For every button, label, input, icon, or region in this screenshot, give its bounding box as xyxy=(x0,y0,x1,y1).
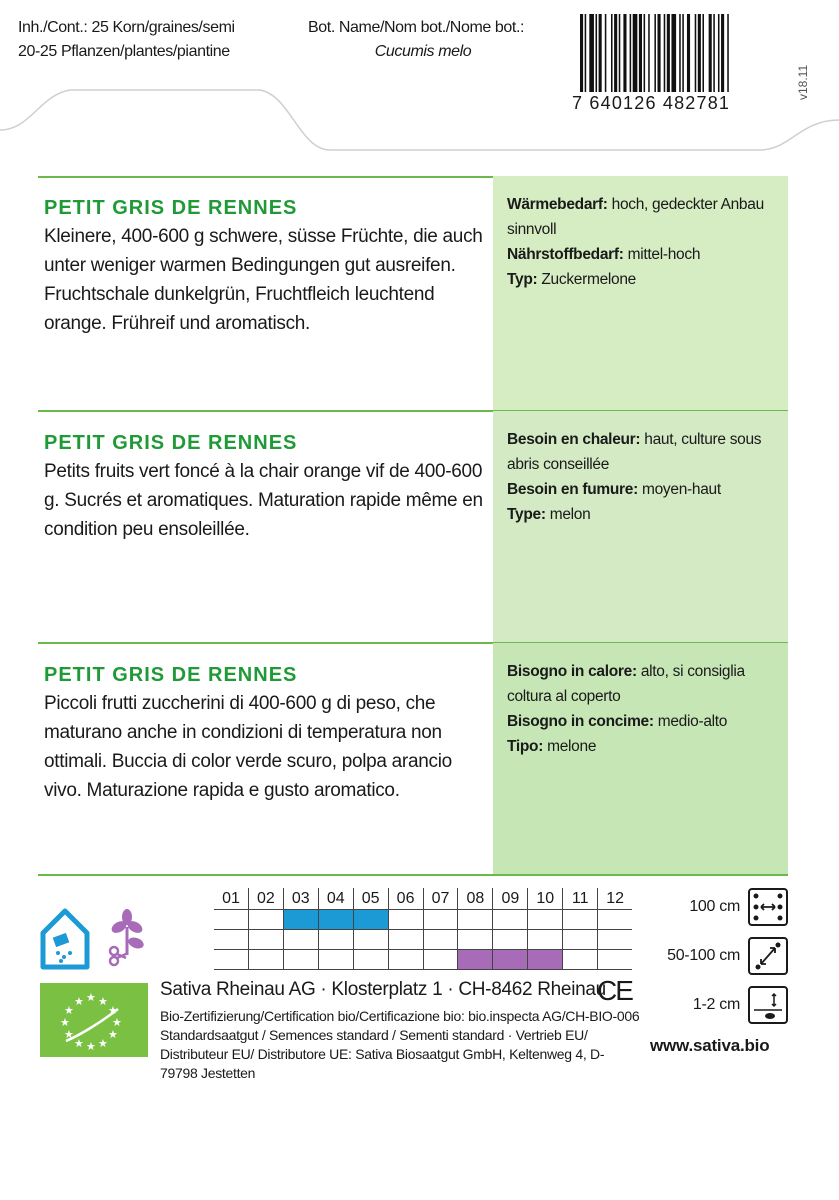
calendar-cell xyxy=(562,950,597,969)
variety-title: PETIT GRIS DE RENNES xyxy=(44,664,298,686)
calendar-cell xyxy=(353,950,388,969)
calendar-month: 03 xyxy=(283,888,318,909)
barcode-bar xyxy=(679,14,681,92)
calendar-cell xyxy=(423,950,458,969)
variety-description: Petits fruits vert foncé à la chair orange vif de 400-600 g. Sucrés et aromatiques. Maturation rapide même en condition peu ensoleillée. xyxy=(44,461,483,540)
calendar-month: 06 xyxy=(388,888,423,909)
calendar-cell xyxy=(248,930,283,949)
cultivation-icons xyxy=(40,905,152,971)
fact-row xyxy=(507,709,788,734)
barcode-bar xyxy=(639,14,642,92)
fact-value: medio-alto xyxy=(653,713,728,730)
facts-panel xyxy=(493,176,788,411)
transplant-icon xyxy=(102,905,152,971)
calendar-cell xyxy=(214,910,248,929)
website-link[interactable]: www.sativa.bio xyxy=(650,1036,770,1055)
calendar-cell xyxy=(353,930,388,949)
row-distance xyxy=(640,888,788,926)
barcode-bar xyxy=(611,14,613,92)
fact-label: Tipo: xyxy=(507,738,544,755)
sowing-depth xyxy=(640,986,788,1024)
variety-title: PETIT GRIS DE RENNES xyxy=(44,432,298,454)
calendar-row-planting xyxy=(214,930,632,950)
svg-text:★: ★ xyxy=(60,1016,70,1029)
calendar-cell xyxy=(423,930,458,949)
row-distance-label: 100 cm xyxy=(689,898,740,915)
fact-label: Bisogno in calore: xyxy=(507,663,637,680)
barcode-bar xyxy=(580,14,583,92)
barcode-bar xyxy=(619,14,621,92)
barcode-bar xyxy=(671,14,676,92)
barcode-bar xyxy=(682,14,684,92)
barcode-bar xyxy=(589,14,594,92)
calendar-cell xyxy=(388,930,423,949)
variety-description: Piccoli frutti zuccherini di 400-600 g di peso, che maturano anche in condizioni di temperatura non ottimali. Buccia di color verde scuro, polpa arancio vivo. Maturazione rapida e gusto aromatico. xyxy=(44,693,452,801)
botanical-info xyxy=(308,16,538,64)
barcode-bar xyxy=(630,14,632,92)
ce-mark: CE xyxy=(597,975,632,1006)
calendar-cell xyxy=(562,910,597,929)
calendar-cell xyxy=(423,910,458,929)
calendar-months xyxy=(214,888,632,910)
variety-description: Kleinere, 400-600 g schwere, süsse Früchte, die auch unter weniger warmen Bedingungen gut ausreifen. Fruchtschale dunkelgrün, Fruchtfleich leuchtend orange. Frühreif und aromatisch. xyxy=(44,226,483,334)
calendar-month: 10 xyxy=(527,888,562,909)
svg-text:★: ★ xyxy=(86,991,96,1004)
calendar-cell xyxy=(492,910,527,929)
fact-label: Besoin en chaleur: xyxy=(507,431,641,448)
section-text xyxy=(38,176,493,338)
fact-row xyxy=(507,477,788,502)
svg-text:★: ★ xyxy=(98,1037,108,1050)
calendar-cell xyxy=(214,930,248,949)
barcode-bar xyxy=(585,14,587,92)
section-text xyxy=(38,643,493,805)
fact-label: Nährstoffbedarf: xyxy=(507,246,624,263)
barcode-bar xyxy=(623,14,626,92)
fact-label: Type: xyxy=(507,506,546,523)
fact-row xyxy=(507,192,788,242)
calendar-cell xyxy=(527,910,562,929)
calendar-month: 05 xyxy=(353,888,388,909)
barcode-bar xyxy=(695,14,697,92)
barcode-bar xyxy=(654,14,656,92)
calendar-row-sowing xyxy=(214,910,632,930)
calendar-cell xyxy=(597,910,632,929)
version-label: v18.11 xyxy=(796,64,810,100)
svg-text:★: ★ xyxy=(108,1028,118,1041)
barcode-bar xyxy=(648,14,650,92)
barcode-bar xyxy=(698,14,701,92)
barcode-bar xyxy=(713,14,715,92)
section-italian xyxy=(38,643,788,875)
cert-line-2: Standardsaatgut / Semences standard / Sementi standard · Vertrieb EU/ Distributeur EU/ Distributore UE: Sativa Biosaatgut GmbH, Keltenweg 4, D-79798 Jestetten xyxy=(160,1027,605,1081)
calendar-month: 08 xyxy=(457,888,492,909)
barcode-bar xyxy=(702,14,704,92)
fact-value: alto, si consiglia coltura al coperto xyxy=(507,663,745,705)
calendar-cell xyxy=(318,950,353,969)
calendar-cell xyxy=(457,950,492,969)
fact-row xyxy=(507,734,788,759)
fact-value: melone xyxy=(543,738,597,755)
eu-leaf-stars-icon xyxy=(40,983,148,1057)
fact-label: Wärmebedarf: xyxy=(507,196,608,213)
svg-text:★: ★ xyxy=(112,1016,122,1029)
fact-row xyxy=(507,242,788,267)
section-french xyxy=(38,411,788,643)
barcode-bar xyxy=(614,14,617,92)
barcode-bar xyxy=(718,14,720,92)
facts-panel xyxy=(493,643,788,875)
barcode-bar xyxy=(727,14,729,92)
fact-value: moyen-haut xyxy=(637,481,721,498)
calendar-cell xyxy=(492,930,527,949)
calendar-cell xyxy=(283,910,318,929)
svg-text:★: ★ xyxy=(64,1004,74,1017)
barcode-bar xyxy=(644,14,646,92)
sowing-depth-label: 1-2 cm xyxy=(692,996,740,1013)
fact-label: Typ: xyxy=(507,271,538,288)
calendar-cell xyxy=(283,930,318,949)
calendar-cell xyxy=(562,930,597,949)
plant-distance-icon xyxy=(748,937,788,975)
calendar-cell xyxy=(388,910,423,929)
calendar-month: 07 xyxy=(423,888,458,909)
plant-distance xyxy=(640,937,788,975)
barcode-bar xyxy=(664,14,666,92)
calendar-month: 01 xyxy=(222,890,240,907)
svg-text:★: ★ xyxy=(64,1028,74,1041)
fact-row xyxy=(507,659,788,709)
barcode-bar xyxy=(658,14,661,92)
barcode-bar xyxy=(667,14,670,92)
calendar-cell xyxy=(318,930,353,949)
calendar-cell xyxy=(318,910,353,929)
section-text xyxy=(38,411,493,544)
barcode-bar xyxy=(599,14,602,92)
fact-value: mittel-hoch xyxy=(623,246,701,263)
botanical-name: Cucumis melo xyxy=(374,43,472,60)
fact-value: melon xyxy=(545,506,591,523)
content-info xyxy=(18,16,235,64)
barcode-bar xyxy=(596,14,598,92)
fact-value: hoch, gedeckter Anbau sinnvoll xyxy=(507,196,764,238)
svg-text:★: ★ xyxy=(74,995,84,1008)
calendar-cell xyxy=(527,950,562,969)
company-address: Sativa Rheinau AG · Klosterplatz 1 · CH-8462 Rheinau xyxy=(160,979,606,1000)
fact-row xyxy=(507,502,788,527)
content-line-1: Inh./Cont.: 25 Korn/graines/semi xyxy=(18,19,235,36)
calendar-month: 09 xyxy=(492,888,527,909)
calendar-cell xyxy=(388,950,423,969)
barcode-bar xyxy=(605,14,607,92)
calendar-cell xyxy=(283,950,318,969)
sowing-calendar xyxy=(214,888,632,970)
eu-organic-logo xyxy=(40,983,148,1057)
svg-text:★: ★ xyxy=(74,1037,84,1050)
fact-row xyxy=(507,267,788,292)
calendar-cell xyxy=(597,930,632,949)
svg-text:★: ★ xyxy=(108,1004,118,1017)
barcode-bar xyxy=(709,14,712,92)
barcode-bar xyxy=(633,14,638,92)
barcode-bar xyxy=(721,14,724,92)
barcode-bar xyxy=(687,14,690,92)
calendar-month: 04 xyxy=(318,888,353,909)
facts-panel xyxy=(493,411,788,643)
certification-text xyxy=(160,1007,640,1083)
svg-text:★: ★ xyxy=(98,995,108,1008)
calendar-month: 02 xyxy=(248,888,283,909)
section-divider xyxy=(38,874,788,876)
calendar-month: 11 xyxy=(562,888,597,909)
calendar-row-harvest xyxy=(214,950,632,970)
calendar-cell xyxy=(214,950,248,969)
barcode-number: 7 640126 482781 xyxy=(572,93,731,113)
section-german xyxy=(38,176,788,411)
calendar-month: 12 xyxy=(597,888,632,909)
calendar-cell xyxy=(353,910,388,929)
calendar-rows xyxy=(214,910,632,970)
content-line-2: 20-25 Pflanzen/plantes/piantine xyxy=(18,43,230,60)
row-distance-icon xyxy=(748,888,788,926)
calendar-cell xyxy=(527,930,562,949)
calendar-cell xyxy=(248,910,283,929)
calendar-cell xyxy=(597,950,632,969)
fact-label: Bisogno in concime: xyxy=(507,713,654,730)
calendar-cell xyxy=(457,930,492,949)
fact-row xyxy=(507,427,788,477)
calendar-cell xyxy=(492,950,527,969)
fact-value: Zuckermelone xyxy=(537,271,636,288)
cert-line-1: Bio-Zertifizierung/Certification bio/Certificazione bio: bio.inspecta AG/CH-BIO-006 xyxy=(160,1008,640,1024)
fact-value: haut, culture sous abris conseillée xyxy=(507,431,762,473)
greenhouse-sowing-icon xyxy=(40,905,90,971)
calendar-cell xyxy=(248,950,283,969)
fact-label: Besoin en fumure: xyxy=(507,481,638,498)
variety-title: PETIT GRIS DE RENNES xyxy=(44,197,298,219)
plant-distance-label: 50-100 cm xyxy=(667,947,740,964)
barcode xyxy=(578,14,790,96)
calendar-cell xyxy=(457,910,492,929)
svg-text:★: ★ xyxy=(86,1040,96,1053)
sowing-depth-icon xyxy=(748,986,788,1024)
botanical-label: Bot. Name/Nom bot./Nome bot.: xyxy=(308,19,525,36)
